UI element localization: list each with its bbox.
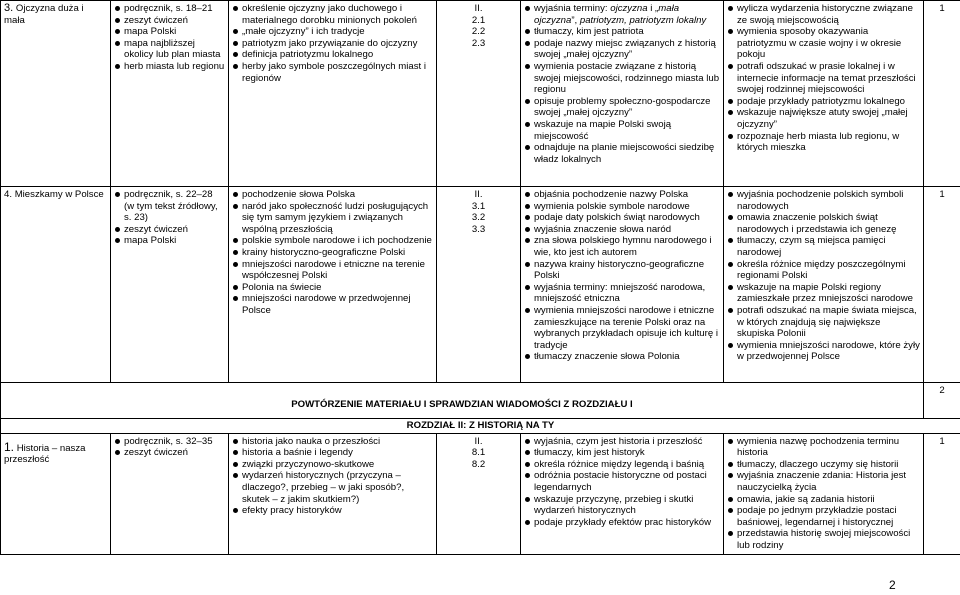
list-item: podaje przykłady patriotyzmu lokalnego (737, 96, 920, 108)
list-item: określenie ojczyzny jako duchowego i materialnego dorobku minionych pokoleń (242, 3, 433, 26)
content-cell (229, 1, 437, 187)
list-item: mapa Polski (124, 26, 225, 38)
list-item: wymienia mniejszości narodowe, które żyły w przedwojennej Polsce (737, 339, 920, 363)
review-title: POWTÓRZENIE MATERIAŁU I SPRAWDZIAN WIADOMOŚCI Z ROZDZIAŁU I (291, 398, 633, 410)
hours-cell (924, 433, 960, 554)
list-item: przedstawia historię swojej miejscowości lub rodziny (737, 528, 920, 551)
list-item: omawia, jakie są zadania historii (737, 494, 920, 506)
materials-cell (111, 187, 229, 383)
requirement-code: 8.1 (471, 447, 486, 459)
requirements-cell (437, 433, 521, 554)
list-item: wyjaśnia znaczenie zdania: Historia jest nauczycielką życia (737, 470, 920, 493)
list-item: wskazuje na mapie Polski swoją miejscowość (534, 119, 720, 142)
list-item: tłumaczy, kim jest historyk (534, 447, 720, 459)
list-item: rozpoznaje herb miasta lub regionu, w których mieszka (737, 131, 920, 154)
lesson-topic: Mieszkamy w Polsce (14, 189, 104, 200)
list-item: wymienia nazwę pochodzenia terminu historia (737, 436, 920, 459)
list-item: wskazuje największe atuty swojej „małej ojczyzny” (737, 107, 920, 130)
hours-cell (924, 187, 960, 383)
list-item: wyjaśnia pochodzenie polskich symboli narodowych (737, 189, 920, 212)
chapter-row (1, 419, 960, 434)
list-item: wyjaśnia, czym jest historia i przeszłość (534, 436, 720, 448)
list-item: herb miasta lub regionu (124, 60, 225, 72)
requirements-cell (437, 1, 521, 187)
extended-objectives-cell (724, 433, 924, 554)
table-row (1, 187, 960, 383)
list-item: tłumaczy, czym są miejsca pamięci narodowej (737, 235, 920, 258)
list-item: patriotyzm jako przywiązanie do ojczyzny (242, 38, 433, 50)
content-cell (229, 187, 437, 383)
list-item: historia jako nauka o przeszłości (242, 436, 433, 448)
list-item: związki przyczynowo-skutkowe (242, 459, 433, 471)
list-item: wymienia polskie symbole narodowe (534, 201, 720, 213)
list-item: zeszyt ćwiczeń (124, 224, 225, 236)
list-item: podręcznik, s. 22–28 (w tym tekst źródłowy, s. 23) (124, 189, 225, 224)
list-item: wydarzeń historycznych (przyczyna – dlaczego?, przebieg – w jaki sposób?, skutek – z jakim skutkiem?) (242, 470, 433, 505)
chapter-title-cell (1, 419, 960, 434)
list-item: Polonia na świecie (242, 282, 433, 294)
list-item: tłumaczy znaczenie słowa Polonia (534, 351, 720, 363)
requirements-cell (437, 187, 521, 383)
list-item: określa różnice między poszczególnymi regionami Polski (737, 259, 920, 282)
topic-cell (1, 187, 111, 383)
hours-cell (924, 383, 960, 419)
list-item: mniejszości narodowe i etniczne na terenie współczesnej Polski (242, 259, 433, 282)
materials-cell (111, 433, 229, 554)
extended-objectives-cell (724, 187, 924, 383)
hours-value: 1 (939, 435, 945, 447)
hours-value: 1 (939, 3, 945, 14)
list-item: mapa Polski (124, 235, 225, 247)
requirement-code: 3.1 (471, 200, 486, 212)
list-item: opisuje problemy społeczno-gospodarcze swojej „małej ojczyzny” (534, 96, 720, 119)
list-item: zeszyt ćwiczeń (124, 447, 225, 459)
list-item: zeszyt ćwiczeń (124, 15, 225, 27)
topic-cell (1, 433, 111, 554)
list-item: wskazuje na mapie Polski regiony zamieszkałe przez mniejszości narodowe (737, 282, 920, 305)
list-item: podaje nazwy miejsc związanych z historią swojej „małej ojczyzny” (534, 38, 720, 61)
list-item: objaśnia pochodzenie nazwy Polska (534, 189, 720, 201)
list-item: definicja patriotyzmu lokalnego (242, 49, 433, 61)
lesson-topic: Historia – nasza przeszłość (4, 442, 86, 466)
list-item: podaje przykłady efektów prac historyków (534, 517, 720, 529)
topic-cell (1, 1, 111, 187)
requirement-code: 2.3 (471, 37, 486, 49)
list-item: mapa najbliższej okolicy lub plan miasta (124, 38, 225, 61)
list-item: podaje po jednym przykładzie postaci baśniowej, legendarnej i historycznej (737, 505, 920, 528)
list-item: „małe ojczyzny” i ich tradycje (242, 26, 433, 38)
basic-objectives-cell (521, 187, 724, 383)
hours-cell (924, 1, 960, 187)
list-item: wymienia sposoby okazywania patriotyzmu w czasie wojny i w okresie pokoju (737, 26, 920, 61)
lesson-number: 1. (4, 439, 15, 454)
content-cell (229, 433, 437, 554)
list-item: polskie symbole narodowe i ich pochodzenie (242, 235, 432, 247)
list-item: wymienia mniejszości narodowe i etniczne zamieszkujące na terenie Polski oraz na wybranych przykładach opisuje ich kulturę i tradycje (534, 305, 720, 351)
chapter-title: ROZDZIAŁ II: Z HISTORIĄ NA TY (406, 420, 555, 431)
list-item: efekty pracy historyków (242, 505, 433, 517)
list-item: nazywa krainy historyczno-geograficzne Polski (534, 259, 720, 282)
requirement-code: 2.1 (471, 14, 486, 26)
review-row (1, 383, 960, 419)
list-item: krainy historyczno-geograficzne Polski (242, 247, 433, 259)
list-item: wyjaśnia znaczenie słowa naród (534, 224, 720, 236)
requirement-code: 3.2 (471, 212, 486, 224)
lesson-number: 3. (4, 2, 14, 14)
list-item: mniejszości narodowe w przedwojennej Polsce (242, 293, 433, 316)
review-title-cell (1, 383, 924, 419)
hours-value: 2 (939, 385, 945, 396)
list-item: wylicza wydarzenia historyczne związane ze swoją miejscowością (737, 3, 920, 26)
list-item: odróżnia postacie historyczne od postaci legendarnych (534, 470, 720, 493)
requirement-code: 3.3 (471, 223, 486, 235)
list-item: podręcznik, s. 32–35 (124, 436, 225, 448)
extended-objectives-cell (724, 1, 924, 187)
list-item: tłumaczy, dlaczego uczymy się historii (737, 459, 920, 471)
requirement-code: II. (474, 189, 483, 200)
requirement-code: 8.2 (471, 458, 486, 470)
list-item: pochodzenie słowa Polska (242, 189, 433, 201)
lesson-number: 4. (4, 189, 13, 200)
table-row (1, 1, 960, 187)
list-item: określa różnice między legendą i baśnią (534, 459, 720, 471)
requirement-code: II. (474, 435, 483, 447)
requirement-code: 2.2 (471, 26, 486, 38)
list-item: wyjaśnia terminy: mniejszość narodowa, mniejszość etniczna (534, 282, 720, 305)
list-item: potrafi odszukać w prasie lokalnej i w internecie informacje na temat przeszłości swojej rodzinnej miejscowości (737, 61, 920, 96)
list-item: tłumaczy, kim jest patriota (534, 26, 720, 38)
hours-value: 1 (939, 189, 945, 200)
list-item: potrafi odszukać na mapie świata miejsca, w których znajdują się największe skupiska Polonii (737, 305, 920, 340)
list-item: wyjaśnia terminy: ojczyzna i „mała ojczyzna”, patriotyzm, patriotyzm lokalny (534, 3, 720, 26)
basic-objectives-cell (521, 433, 724, 554)
list-item: omawia znaczenie polskich świąt narodowych i przedstawia ich genezę (737, 212, 920, 235)
list-item: podaje daty polskich świąt narodowych (534, 212, 720, 224)
lesson-topic: Ojczyzna duża i mała (4, 3, 84, 26)
list-item: historia a baśnie i legendy (242, 447, 433, 459)
basic-objectives-cell (521, 1, 724, 187)
page-number: 2 (889, 578, 896, 592)
list-item: naród jako społeczność ludzi posługujących się tym samym językiem i związanych wspólną przeszłością (242, 201, 433, 236)
table-row (1, 433, 960, 554)
list-item: wskazuje przyczynę, przebieg i skutki wydarzeń historycznych (534, 494, 720, 517)
list-item: zna słowa polskiego hymnu narodowego i wie, kto jest ich autorem (534, 235, 720, 258)
requirement-code: II. (474, 3, 483, 14)
list-item: podręcznik, s. 18–21 (124, 3, 225, 15)
list-item: wymienia postacie związane z historią swojej miejscowości, rodzinnego miasta lub regionu (534, 60, 720, 96)
list-item: herby jako symbole poszczególnych miast i regionów (242, 61, 433, 84)
materials-cell (111, 1, 229, 187)
list-item: odnajduje na planie miejscowości siedzibę władz lokalnych (534, 142, 720, 165)
